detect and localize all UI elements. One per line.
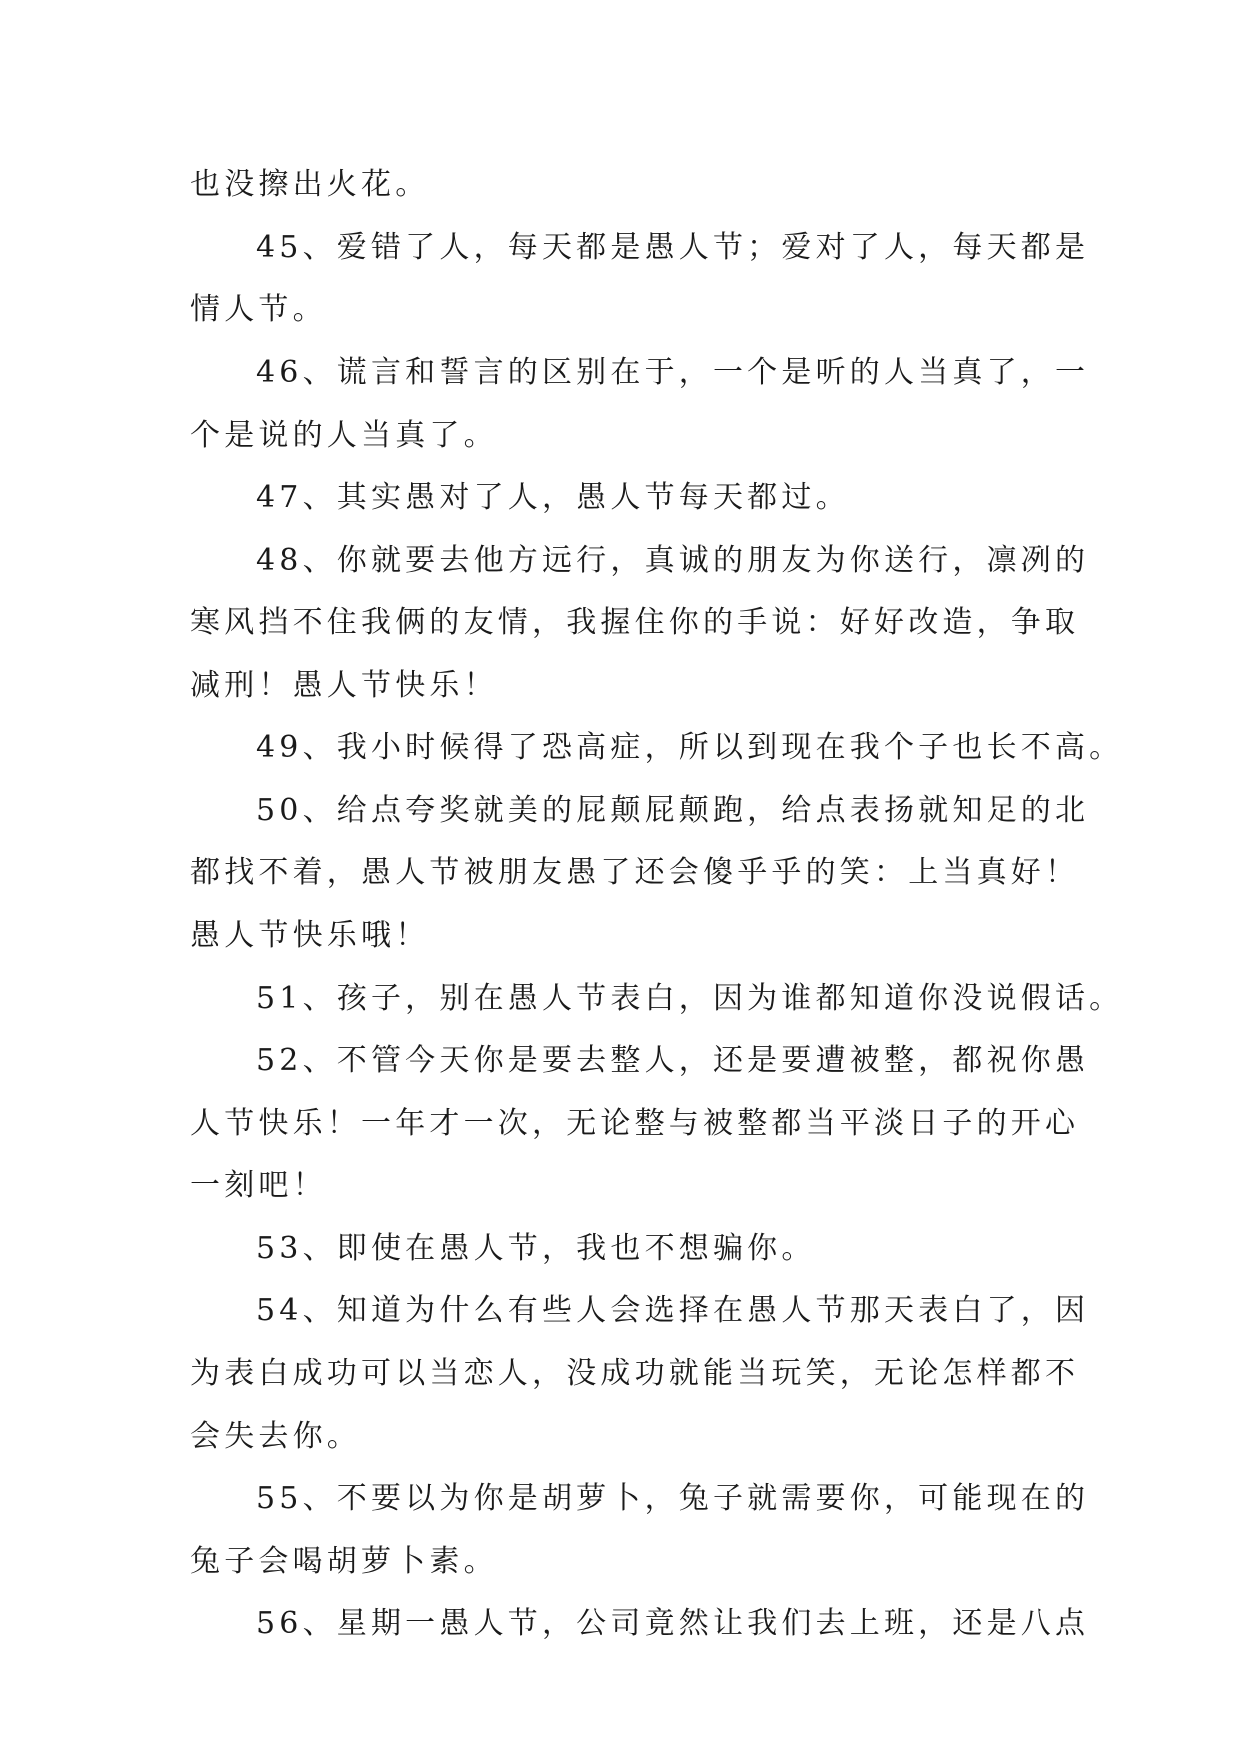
text-line: 愚人节快乐哦！ [190,918,430,953]
text-line: 个是说的人当真了。 [190,418,498,453]
text-line: 50、给点夸奖就美的屁颠屁颠跑，给点表扬就知足的北 [256,793,1090,828]
text-line: 都找不着，愚人节被朋友愚了还会傻乎乎的笑：上当真好！ [190,855,1080,890]
text-line: 会失去你。 [190,1419,361,1454]
text-line: 寒风挡不住我俩的友情，我握住你的手说：好好改造，争取 [190,605,1080,640]
text-line: 减刑！愚人节快乐！ [190,668,498,703]
text-line: 54、知道为什么有些人会选择在愚人节那天表白了，因 [256,1293,1090,1328]
text-line: 也没擦出火花。 [190,167,430,202]
text-line: 55、不要以为你是胡萝卜，兔子就需要你，可能现在的 [256,1481,1090,1516]
text-line: 46、谎言和誓言的区别在于，一个是听的人当真了，一 [256,355,1090,390]
text-line: 53、即使在愚人节，我也不想骗你。 [256,1231,816,1266]
text-line: 56、星期一愚人节，公司竟然让我们去上班，还是八点 [256,1606,1090,1641]
text-line: 49、我小时候得了恐高症，所以到现在我个子也长不高。 [256,730,1124,765]
text-line: 48、你就要去他方远行，真诚的朋友为你送行，凛冽的 [256,543,1090,578]
text-line: 47、其实愚对了人，愚人节每天都过。 [256,480,850,515]
text-line: 51、孩子，别在愚人节表白，因为谁都知道你没说假话。 [256,981,1124,1016]
text-line: 52、不管今天你是要去整人，还是要遭被整，都祝你愚 [256,1043,1090,1078]
text-line: 一刻吧！ [190,1168,327,1203]
text-line: 45、爱错了人，每天都是愚人节；爱对了人，每天都是 [256,230,1090,265]
text-line: 人节快乐！一年才一次，无论整与被整都当平淡日子的开心 [190,1106,1080,1141]
text-line: 兔子会喝胡萝卜素。 [190,1544,498,1579]
text-line: 情人节。 [190,292,327,327]
text-line: 为表白成功可以当恋人，没成功就能当玩笑，无论怎样都不 [190,1356,1080,1391]
